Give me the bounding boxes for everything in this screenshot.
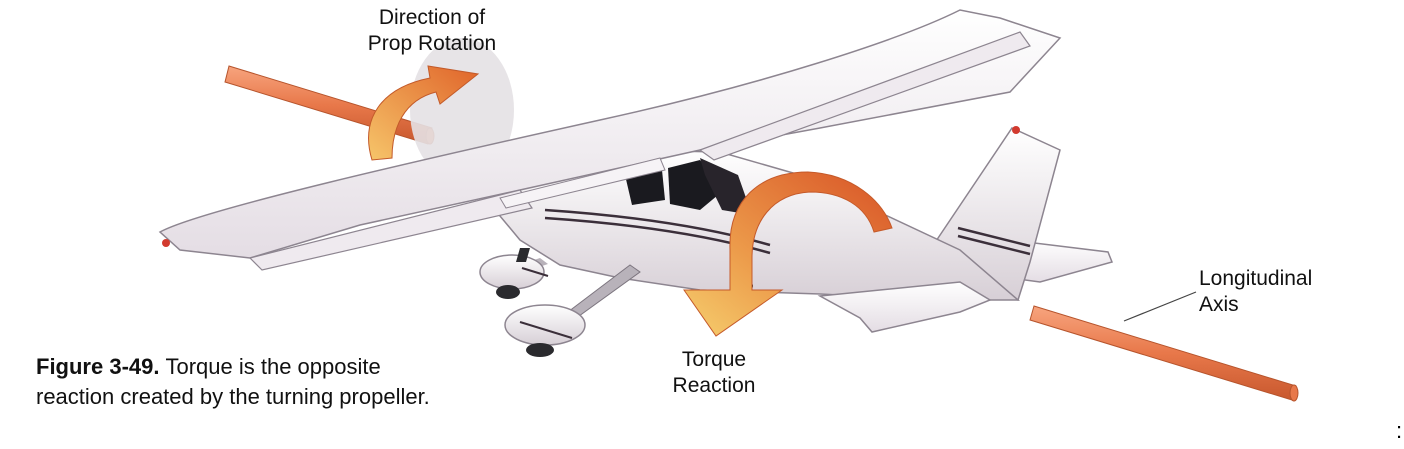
axis-leader-line	[1124, 292, 1196, 321]
caption-text-line1: Torque is the opposite	[165, 354, 381, 379]
prop-rotation-label-line2: Prop Rotation	[367, 32, 497, 55]
torque-reaction-label-line2: Reaction	[672, 374, 756, 397]
prop-rotation-label-line1: Direction of	[378, 6, 486, 29]
caption-text-line2: reaction created by the turning propeller.	[36, 384, 430, 409]
axis-rod-rear	[1030, 306, 1298, 401]
figure-number: Figure 3-49.	[36, 354, 160, 379]
figure-caption	[36, 352, 556, 412]
longitudinal-axis-label-line2: Axis	[1199, 293, 1239, 316]
torque-reaction-label-line1: Torque	[681, 348, 747, 371]
caption-line1	[36, 352, 556, 382]
torque-reaction-label	[652, 347, 776, 399]
page-mark: :	[1396, 418, 1403, 443]
prop-rotation-label	[352, 5, 512, 57]
longitudinal-axis-label-line1: Longitudinal	[1199, 267, 1313, 290]
longitudinal-axis-label	[1199, 266, 1359, 318]
